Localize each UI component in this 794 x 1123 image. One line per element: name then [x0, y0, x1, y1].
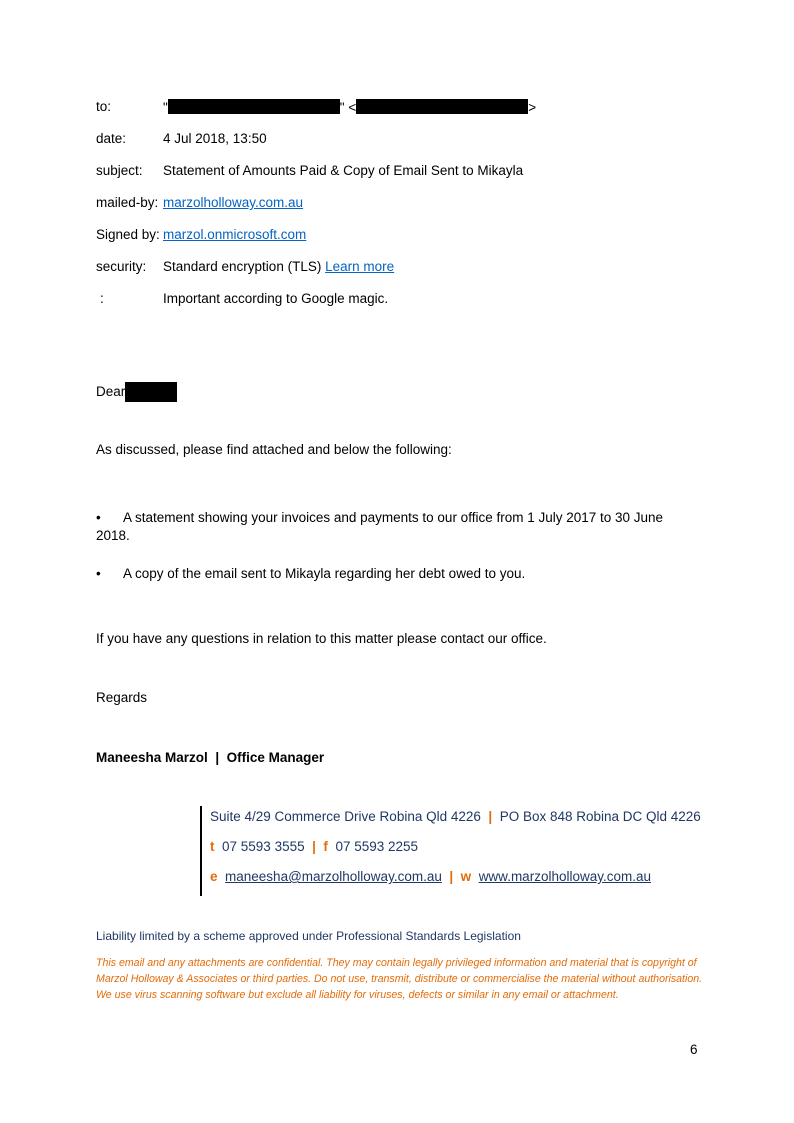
contact-block: [200, 806, 702, 896]
closing: Regards: [96, 690, 148, 705]
to-label: to:: [96, 99, 112, 114]
fax-number: 07 5593 2255: [335, 839, 419, 854]
website-link[interactable]: www.marzolholloway.com.au: [478, 869, 651, 884]
liability-notice: Liability limited by a scheme approved under Professional Standards Legislation: [96, 929, 521, 943]
signer-name: Maneesha Marzol: [96, 750, 208, 765]
signer-title: Office Manager: [226, 750, 325, 765]
importance-label: :: [100, 291, 104, 306]
bullet-icon: •: [96, 510, 101, 525]
web-label: w: [460, 869, 472, 884]
redacted-recipient-name: [168, 99, 340, 114]
security-text: Standard encryption (TLS): [163, 259, 322, 274]
signature-name: [96, 750, 324, 765]
mailed-by-value[interactable]: [163, 195, 303, 210]
confidentiality-disclaimer: This email and any attachments are confidential. They may contain legally privileged information and material that is copyright of Marzol Holloway & Associates or third parties. Do not use, transmit, distribute or commercialise the material without authorisation. We use virus scanning software but exclude all liability for viruses, defects or similar in any email or attachment.: [96, 957, 703, 1001]
date-label: date:: [96, 131, 127, 146]
list-item-line2: 2018.: [96, 528, 130, 543]
security-value: [163, 259, 394, 274]
email-label: e: [210, 869, 218, 884]
signed-by-label: Signed by:: [96, 227, 160, 242]
date-value: 4 Jul 2018, 13:50: [163, 131, 267, 146]
phone-label: t: [210, 839, 215, 854]
phone-separator: |: [312, 839, 316, 854]
email-link[interactable]: maneesha@marzolholloway.com.au: [225, 869, 442, 884]
fax-label: f: [323, 839, 328, 854]
to-value: [163, 99, 536, 115]
po-box: PO Box 848 Robina DC Qld 4226: [499, 809, 701, 824]
subject-label: subject:: [96, 163, 143, 178]
greeting: [96, 382, 177, 402]
mailed-by-link[interactable]: marzolholloway.com.au: [163, 195, 304, 210]
list-item-line1: A copy of the email sent to Mikayla regarding her debt owed to you.: [123, 566, 526, 581]
address-separator: |: [488, 809, 493, 824]
signature-separator: |: [215, 750, 220, 765]
subject-value: Statement of Amounts Paid & Copy of Email Sent to Mikayla: [163, 163, 524, 178]
signed-by-value[interactable]: [163, 227, 306, 242]
list-item-line1: A statement showing your invoices and payments to our office from 1 July 2017 to 30 June: [123, 510, 664, 525]
to-quote-open: ": [163, 100, 168, 115]
greeting-text: Dear: [96, 384, 126, 399]
intro-paragraph: As discussed, please find attached and below the following:: [96, 442, 452, 457]
phone-number: 07 5593 3555: [222, 839, 305, 854]
redacted-name: [125, 382, 177, 402]
bullet-icon: •: [96, 566, 101, 581]
email-web-line: [210, 869, 651, 884]
street-address: Suite 4/29 Commerce Drive Robina Qld 4226: [210, 809, 481, 824]
to-angle-close: >: [528, 100, 537, 115]
security-label: security:: [96, 259, 147, 274]
importance-value: Important according to Google magic.: [163, 291, 389, 306]
questions-paragraph: If you have any questions in relation to this matter please contact our office.: [96, 631, 547, 646]
signed-by-link[interactable]: marzol.onmicrosoft.com: [163, 227, 307, 242]
mailed-by-label: mailed-by:: [96, 195, 159, 210]
phone-line: [210, 839, 418, 854]
redacted-recipient-email: [356, 99, 528, 114]
email-separator: |: [449, 869, 454, 884]
page-number: 6: [690, 1042, 698, 1057]
address-line: [210, 809, 701, 824]
learn-more-link[interactable]: Learn more: [325, 259, 395, 274]
to-quote-close: " <: [339, 100, 357, 115]
